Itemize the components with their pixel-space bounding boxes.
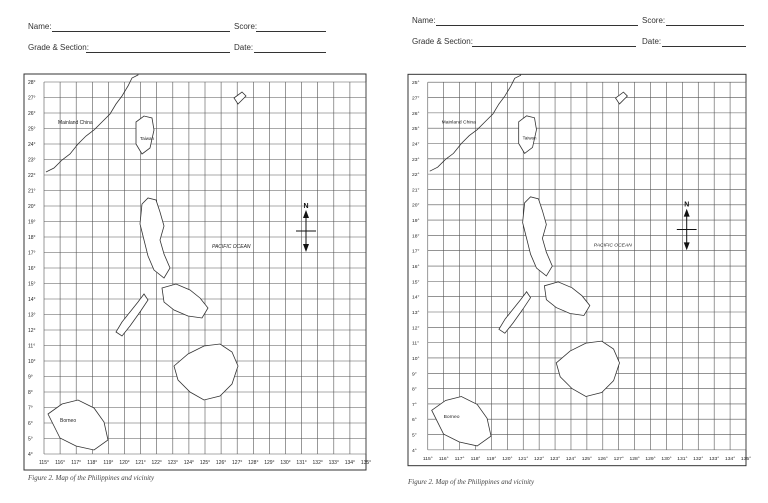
latitude-tick-label: 19°	[28, 219, 36, 226]
longitude-tick-label: 123°	[549, 456, 561, 462]
latitude-tick-label: 13°	[411, 310, 420, 316]
latitude-tick-label: 19°	[411, 219, 420, 225]
longitude-tick-label: 121°	[518, 456, 529, 462]
latitude-tick-label: 8°	[411, 387, 417, 393]
latitude-tick-label: 13°	[28, 312, 36, 319]
longitude-tick-label: 126°	[215, 460, 227, 466]
latitude-tick-label: 4°	[411, 448, 417, 454]
latitude-tick-label: 25°	[411, 127, 420, 133]
latitude-tick-label: 22°	[28, 173, 36, 179]
latitude-tick-label: 4°	[28, 452, 33, 458]
latitude-tick-label: 15°	[28, 281, 36, 288]
name-label: Name:	[28, 22, 52, 31]
longitude-tick-label: 135°	[740, 456, 752, 462]
date-label: Date:	[642, 37, 662, 46]
latitude-tick-label: 23°	[28, 157, 36, 164]
longitude-tick-label: 122°	[151, 460, 162, 466]
longitude-tick-label: 128°	[629, 456, 640, 462]
latitude-tick-label: 7°	[28, 405, 33, 412]
longitude-tick-label: 126°	[597, 456, 608, 462]
latitude-tick-label: 25°	[28, 126, 36, 133]
latitude-tick-label: 6°	[28, 421, 33, 427]
pacific-ocean-label: PACIFIC OCEAN	[593, 243, 632, 249]
taiwan-label: Taiwan	[522, 135, 537, 141]
mainland-china-label: Mainland China	[441, 120, 476, 126]
latitude-tick-label: 22°	[411, 173, 420, 179]
latitude-tick-label: 27°	[411, 96, 420, 102]
longitude-tick-label: 120°	[502, 456, 513, 462]
longitude-tick-label: 124°	[565, 456, 577, 462]
longitude-tick-label: 129°	[645, 456, 656, 462]
latitude-tick-label: 14°	[28, 297, 36, 303]
philippines-grid-map	[408, 74, 752, 466]
longitude-tick-label: 131°	[677, 456, 688, 462]
north-label: N	[303, 203, 309, 210]
score-label: Score:	[642, 16, 666, 25]
latitude-tick-label: 16°	[28, 266, 36, 272]
longitude-tick-label: 123°	[167, 460, 178, 466]
latitude-tick-label: 5°	[411, 433, 417, 439]
longitude-tick-label: 120°	[119, 460, 130, 466]
grade-section-field[interactable]	[86, 52, 230, 53]
score-field[interactable]	[666, 25, 744, 26]
score-label: Score:	[234, 22, 258, 31]
name-field[interactable]	[436, 25, 638, 26]
latitude-tick-label: 21°	[28, 188, 36, 195]
latitude-tick-label: 28°	[28, 80, 36, 86]
latitude-tick-label: 27°	[28, 95, 36, 102]
grade-section-field[interactable]	[472, 46, 636, 47]
borneo-label: Borneo	[60, 418, 77, 424]
latitude-tick-label: 6°	[411, 418, 417, 424]
longitude-tick-label: 118°	[470, 456, 481, 462]
latitude-tick-label: 26°	[28, 111, 36, 117]
score-field[interactable]	[256, 31, 326, 32]
longitude-tick-label: 125°	[199, 460, 211, 466]
taiwan-label: Taiwan	[140, 136, 155, 141]
longitude-tick-label: 134°	[724, 456, 736, 462]
latitude-tick-label: 10°	[411, 356, 420, 362]
longitude-tick-label: 133°	[328, 460, 339, 466]
longitude-tick-label: 135°	[360, 460, 372, 466]
longitude-tick-label: 129°	[264, 460, 275, 466]
date-field[interactable]	[662, 46, 746, 47]
grade-section-label: Grade & Section:	[28, 43, 89, 52]
latitude-tick-label: 24°	[411, 142, 420, 148]
latitude-tick-label: 21°	[411, 188, 420, 194]
longitude-tick-label: 118°	[87, 460, 98, 466]
latitude-tick-label: 9°	[28, 374, 33, 381]
latitude-tick-label: 17°	[28, 250, 36, 257]
latitude-tick-label: 16°	[411, 265, 420, 271]
latitude-tick-label: 15°	[411, 280, 420, 286]
name-label: Name:	[412, 16, 436, 25]
longitude-tick-label: 125°	[581, 456, 592, 462]
longitude-tick-label: 117°	[454, 456, 465, 462]
longitude-tick-label: 131°	[296, 460, 307, 466]
longitude-tick-label: 128°	[248, 460, 259, 466]
figure-caption: Figure 2. Map of the Philippines and vicinity	[28, 474, 155, 482]
longitude-tick-label: 121°	[135, 460, 146, 466]
latitude-tick-label: 17°	[411, 249, 420, 255]
latitude-tick-label: 10°	[28, 359, 36, 365]
longitude-tick-label: 130°	[280, 460, 291, 466]
longitude-tick-label: 132°	[312, 460, 323, 466]
latitude-tick-label: 18°	[411, 234, 420, 240]
longitude-tick-label: 115°	[422, 456, 433, 462]
latitude-tick-label: 20°	[28, 204, 36, 210]
latitude-tick-label: 7°	[411, 402, 417, 408]
pacific-ocean-label: PACIFIC OCEAN	[212, 244, 251, 250]
latitude-tick-label: 5°	[28, 436, 33, 443]
longitude-tick-label: 119°	[486, 456, 497, 462]
latitude-tick-label: 18°	[28, 235, 36, 241]
longitude-tick-label: 115°	[39, 460, 49, 466]
latitude-tick-label: 12°	[411, 326, 420, 332]
latitude-tick-label: 9°	[411, 372, 417, 378]
name-field[interactable]	[52, 31, 230, 32]
date-field[interactable]	[254, 52, 326, 53]
latitude-tick-label: 12°	[28, 328, 36, 334]
latitude-tick-label: 23°	[411, 157, 420, 163]
grade-section-label: Grade & Section:	[412, 37, 473, 46]
longitude-tick-label: 124°	[183, 460, 195, 466]
philippines-grid-map	[24, 74, 372, 470]
latitude-tick-label: 25°	[411, 81, 420, 87]
longitude-tick-label: 127°	[232, 460, 243, 466]
latitude-tick-label: 26°	[411, 111, 420, 117]
mainland-china-label: Mainland China	[58, 120, 93, 126]
borneo-label: Borneo	[443, 415, 460, 421]
figure-caption: Figure 2. Map of the Philippines and vicinity	[408, 478, 535, 486]
longitude-tick-label: 130°	[661, 456, 672, 462]
longitude-tick-label: 116°	[438, 456, 449, 462]
latitude-tick-label: 24°	[28, 142, 36, 148]
longitude-tick-label: 122°	[534, 456, 545, 462]
longitude-tick-label: 127°	[613, 456, 624, 462]
longitude-tick-label: 132°	[693, 456, 704, 462]
longitude-tick-label: 117°	[71, 460, 82, 466]
latitude-tick-label: 11°	[28, 343, 36, 350]
longitude-tick-label: 134°	[344, 460, 356, 466]
latitude-tick-label: 11°	[411, 341, 420, 347]
latitude-tick-label: 8°	[28, 390, 33, 396]
latitude-tick-label: 14°	[411, 295, 420, 301]
longitude-tick-label: 116°	[55, 460, 66, 466]
longitude-tick-label: 133°	[709, 456, 720, 462]
north-label: N	[684, 201, 690, 209]
date-label: Date:	[234, 43, 254, 52]
latitude-tick-label: 20°	[411, 203, 420, 209]
longitude-tick-label: 119°	[103, 460, 114, 466]
